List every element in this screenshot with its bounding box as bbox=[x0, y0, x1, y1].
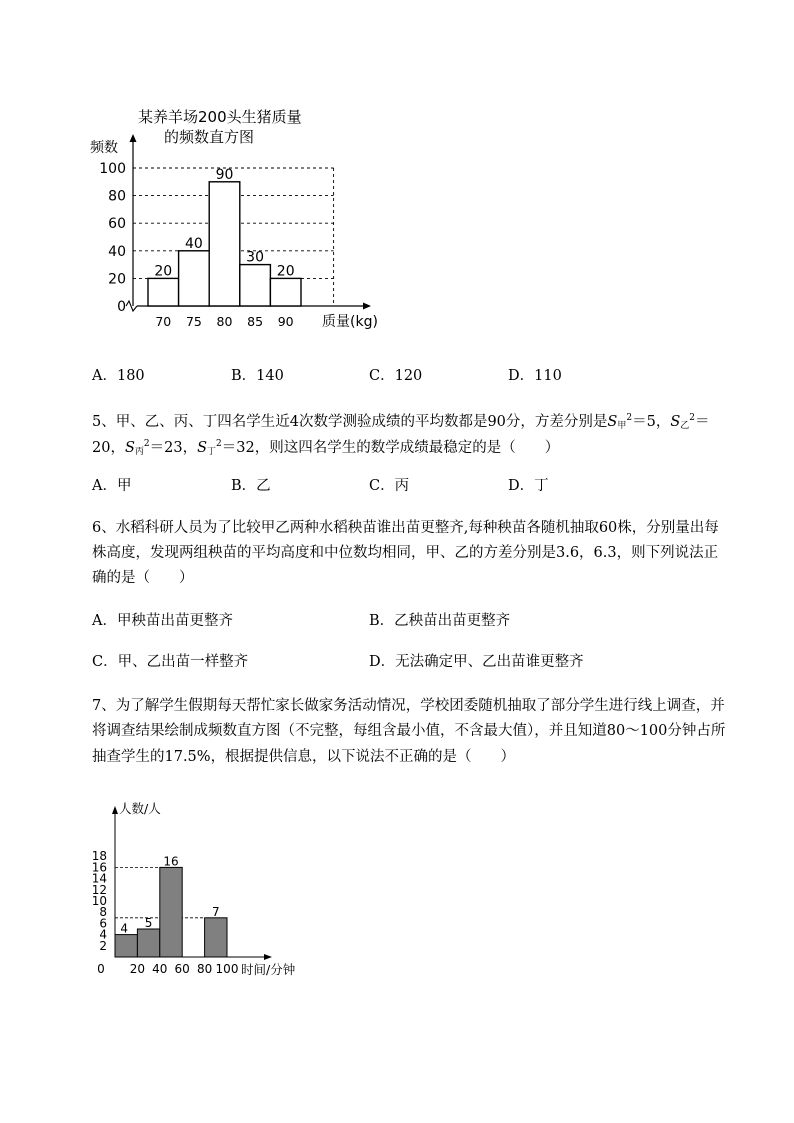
chart2-x-tick-label: 100 bbox=[215, 962, 239, 976]
q5-sq-yi: 2 bbox=[689, 413, 696, 423]
chart2-y-tick-label: 18 bbox=[91, 849, 107, 864]
chart1-data-label: 40 bbox=[184, 235, 203, 252]
chart2-data-label: 5 bbox=[144, 916, 153, 930]
chart2-x-axis-label: 时间/分钟 bbox=[241, 962, 296, 977]
q4-option-b[interactable]: B．140 bbox=[231, 368, 284, 384]
chart2-bar bbox=[205, 918, 227, 957]
q5-stem-line1 bbox=[92, 408, 710, 436]
chart2-y-tick-label: 16 bbox=[91, 860, 107, 875]
q5-sub-ding: 丁 bbox=[207, 447, 217, 457]
q5-option-d[interactable]: D．丁 bbox=[508, 478, 549, 494]
chart1-y-axis-label: 频数 bbox=[90, 140, 118, 156]
q6-option-b[interactable]: B．乙秧苗出苗更整齐 bbox=[369, 613, 511, 629]
housework-time-histogram bbox=[85, 795, 315, 985]
q5-sq-bing: 2 bbox=[143, 439, 150, 449]
chart1-data-label: 90 bbox=[215, 166, 234, 183]
q5-s-jia: S bbox=[607, 414, 618, 430]
q5-val-bing: ＝23， bbox=[149, 440, 198, 456]
chart1-x-tick-label: 75 bbox=[185, 314, 202, 329]
chart2-x-tick-label: 80 bbox=[196, 962, 213, 976]
chart1-x-axis-label: 质量(kg) bbox=[322, 314, 378, 330]
q6-option-c[interactable]: C．甲、乙出苗一样整齐 bbox=[92, 654, 249, 670]
q5-sub-yi: 乙 bbox=[680, 421, 690, 431]
chart1-y-axis-arrow bbox=[130, 134, 137, 142]
chart1-bar bbox=[179, 251, 210, 306]
chart1-x-axis-break bbox=[126, 301, 137, 311]
chart1-x-tick-label: 90 bbox=[277, 314, 294, 329]
q5-sq-jia: 2 bbox=[626, 413, 633, 423]
chart1-x-tick-label: 80 bbox=[216, 314, 233, 329]
q5-val-jia: ＝5， bbox=[632, 414, 671, 430]
chart1-data-label: 20 bbox=[154, 263, 173, 280]
chart2-data-label: 16 bbox=[163, 854, 179, 869]
chart2-y-tick-label: 14 bbox=[91, 871, 107, 886]
q5-s-bing: S bbox=[124, 440, 135, 456]
chart1-y-tick-label: 60 bbox=[108, 216, 126, 233]
chart2-y-tick-label: 8 bbox=[99, 905, 107, 920]
q6-option-d[interactable]: D．无法确定甲、乙出苗谁更整齐 bbox=[369, 654, 584, 670]
chart2-y-tick-label: 4 bbox=[99, 927, 107, 942]
chart2-x-tick-label: 60 bbox=[174, 962, 190, 976]
chart1-x-tick-label: 70 bbox=[155, 314, 172, 329]
chart2-y-axis-arrow bbox=[112, 806, 118, 814]
chart1-y-tick-label: 40 bbox=[108, 243, 126, 260]
chart1-title-line2: 的频数直方图 bbox=[164, 128, 255, 146]
q6-stem-line3: 确的是（ ） bbox=[92, 570, 194, 586]
chart1-y-tick-label: 0 bbox=[117, 299, 126, 315]
chart2-y-tick-label: 12 bbox=[91, 882, 107, 897]
chart2-data-label: 4 bbox=[120, 921, 129, 936]
q6-stem-line2: 株高度，发现两组秧苗的平均高度和中位数均相同，甲、乙的方差分别是3.6，6.3，则下列说法正 bbox=[92, 545, 719, 561]
chart2-bar bbox=[160, 867, 182, 957]
q5-sub-jia: 甲 bbox=[617, 421, 627, 431]
q5-text-prefix: 5、甲、乙、丙、丁四名学生近4次数学测验成绩的平均数都是90分，方差分别是 bbox=[92, 414, 608, 430]
q5-sub-bing: 丙 bbox=[134, 447, 144, 457]
housework-time-histogram-svg bbox=[85, 795, 315, 985]
q7-stem-line2: 将调查结果绘制成频数直方图（不完整，每组含最小值，不含最大值），并且知道80～100分钟占所 bbox=[92, 723, 726, 739]
chart2-x-tick-label: 0 bbox=[97, 962, 105, 976]
pig-weight-histogram-svg bbox=[88, 100, 398, 340]
chart1-x-tick-label: 85 bbox=[247, 314, 264, 329]
q6-stem-line1: 6、水稻科研人员为了比较甲乙两种水稻秧苗谁出苗更整齐,每种秧苗各随机抽取60株，分别量出每 bbox=[92, 520, 719, 536]
chart2-y-tick-label: 6 bbox=[99, 916, 107, 931]
q5-option-b[interactable]: B．乙 bbox=[231, 478, 271, 494]
q4-option-a[interactable]: A．180 bbox=[92, 368, 145, 384]
chart1-x-axis-arrow bbox=[363, 303, 371, 310]
q7-stem-line1: 7、为了解学生假期每天帮忙家长做家务活动情况，学校团委随机抽取了部分学生进行线上调查，并 bbox=[92, 698, 725, 714]
chart1-y-tick-label: 100 bbox=[99, 161, 126, 177]
chart2-bar bbox=[115, 935, 137, 957]
q5-s-ding: S bbox=[197, 440, 208, 456]
chart1-y-tick-label: 80 bbox=[108, 188, 126, 205]
chart2-x-tick-label: 40 bbox=[152, 962, 168, 976]
q4-option-d[interactable]: D．110 bbox=[508, 368, 562, 384]
q6-option-a[interactable]: A．甲秧苗出苗更整齐 bbox=[92, 613, 233, 629]
chart1-data-label: 30 bbox=[246, 249, 265, 266]
chart2-x-tick-label: 20 bbox=[129, 962, 146, 976]
q4-option-c[interactable]: C．120 bbox=[369, 368, 423, 384]
q5-line2-yi: 20， bbox=[92, 440, 125, 456]
chart1-bar bbox=[148, 278, 179, 306]
chart1-y-tick-label: 20 bbox=[108, 271, 126, 288]
q5-val-ding: ＝32，则这四名学生的数学成绩最稳定的是（ ） bbox=[221, 440, 560, 456]
q5-sq-ding: 2 bbox=[216, 439, 222, 449]
chart2-x-axis-arrow bbox=[264, 954, 272, 960]
chart1-bar bbox=[270, 278, 301, 306]
chart2-y-tick-label: 10 bbox=[91, 894, 107, 908]
q5-option-c[interactable]: C．丙 bbox=[369, 478, 410, 494]
chart2-data-label: 7 bbox=[211, 904, 220, 919]
q5-option-a[interactable]: A．甲 bbox=[92, 478, 132, 494]
q5-s-yi: S bbox=[670, 414, 681, 430]
chart1-bar bbox=[209, 182, 240, 306]
q5-val-yi: ＝ bbox=[695, 414, 710, 430]
chart2-y-tick-label: 2 bbox=[99, 938, 107, 953]
q5-stem-line2 bbox=[92, 434, 559, 462]
chart1-title-line1: 某养羊场200头生猪质量 bbox=[138, 108, 302, 126]
pig-weight-histogram bbox=[88, 100, 398, 340]
chart1-data-label: 20 bbox=[276, 263, 295, 280]
q7-stem-line3: 抽查学生的17.5%，根据提供信息，以下说法不正确的是（ ） bbox=[92, 749, 516, 765]
chart2-y-axis-label: 人数/人 bbox=[119, 801, 161, 816]
chart1-bar bbox=[240, 265, 271, 306]
chart2-bar bbox=[137, 929, 159, 957]
